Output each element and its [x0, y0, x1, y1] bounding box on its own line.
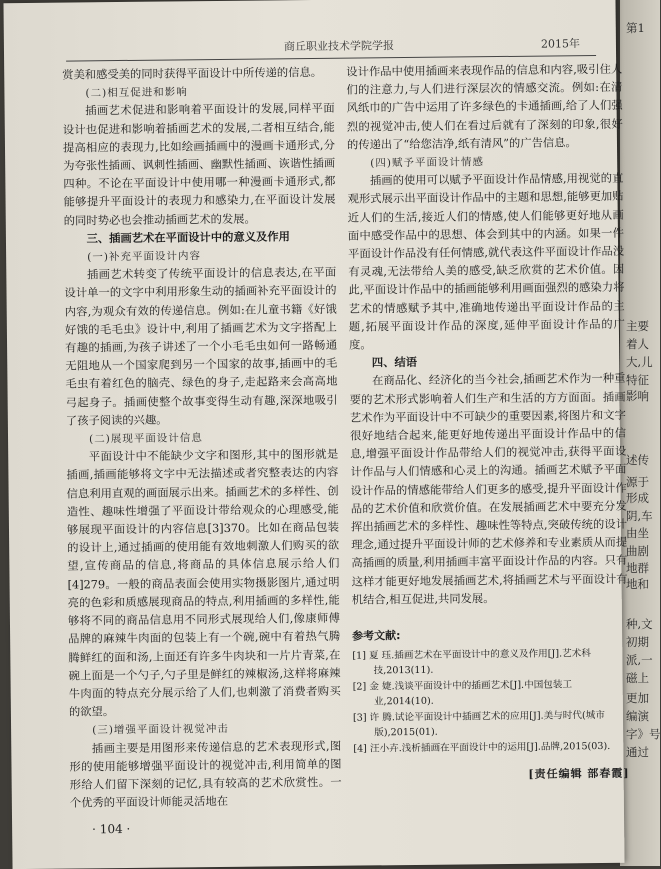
next-page-text-fragment: 通过: [626, 745, 649, 759]
reference-item: [3] 许 腾.试论平面设计中插画艺术的应用[J].美与时代(城市版),2015(01).: [352, 710, 605, 739]
paragraph: 插画的使用可以赋予平面设计作品情感,用视觉的直观形式展示出平面设计作品中的主题和思想,能够更加贴近人们的生活,接近人们的情感,使人们能够更好地从画面中感受作品中的思想、体会到其中的内涵。如果一件平面设计作品没有任何情感,就代表这件平面设计作品没有灵魂,无法带给人美的感受,缺乏欣赏的艺术价值。因此,平面设计作品中的插画能够利用画面强烈的感染力将艺术的情感赋予其中,准确地传递出平面设计作品的主题,拓展平面设计作品的深度,延伸平面设计作品的广度。: [347, 171, 625, 352]
next-page-text-fragment: 更加: [626, 691, 649, 705]
reference-item: [4] 汪小卉.浅析插画在平面设计中的运用[J].品牌,2015(03).: [353, 741, 611, 755]
paragraph: 平面设计中不能缺少文字和图形,其中的图形就是插画,插画能够将文字中无法描述或者究整表达的内容信息利用直观的画面展示出来。插画艺术的多样性、创造性、趣味性增强了平面设计带给观众的心理感受,能够展现平面设计的内容信息[3]370。比如在商品包装的设计上,通过插画的使用能有效地刺激人们购买的欲望,宣传商品的信息,将商品的具体信息展示给人们[4]279。一般的商品表面会使用实物摄影图片,通过明亮的色彩和质感展现商品的特点,利用插画的多样性,能够将不同的商品信息用不同形式展现给人们,像康师傅品牌的麻辣牛肉面的包装上有一个碗,碗中有着热气腾腾鲜红的面和汤,上面还有许多牛肉块和一片片青菜,在碗上面是一个勺子,勺子里是鲜红的辣椒汤,这样将麻辣牛肉面的特点充分展示给了人们,也刺激了消费者购买的欲望。: [66, 448, 341, 719]
next-page-text-fragment: 编演: [626, 709, 649, 723]
next-page-text-fragment: 地群: [626, 561, 649, 575]
reference-item: [1] 夏 珏.插画艺术在平面设计中的意义及作用[J].艺术科技,2013(11).: [352, 648, 591, 677]
next-page-text-fragment: 由坐: [626, 526, 649, 540]
paragraph: 设计作品中使用插画来表现作品的信息和内容,吸引住人们的注意力,与人们进行深层次的情感交流。例如:在清风纸巾的广告中运用了许多绿色的卡通插画,给了人们强烈的视觉冲击,使人们在看过后就有了深刻的印象,很好的传递出了“给您洁净,纸有清风”的广告信息。: [346, 62, 623, 152]
next-page-text-fragment: 着人: [626, 337, 649, 351]
running-header: [66, 33, 598, 57]
next-page-text-fragment: 形成: [626, 491, 649, 505]
next-page-text-fragment: 地和: [626, 577, 649, 591]
section-heading: 四、结语: [371, 356, 418, 370]
reference-list: [352, 647, 629, 757]
subsection-heading: (四)赋予平面设计情感: [370, 156, 485, 170]
header-rule: [66, 55, 596, 62]
reference-item: [2] 金 婕.浅谈平面设计中的插画艺术[J].中国包装工业,2014(10).: [352, 679, 573, 708]
next-page-text-fragment: 主要: [626, 319, 649, 333]
subsection-heading: (二)展现平面设计信息: [89, 432, 203, 446]
references-title: 参考文献:: [352, 629, 401, 643]
next-page-text-fragment: 初期: [626, 635, 649, 649]
paragraph: 在商品化、经济化的当今社会,插画艺术作为一种重要的艺术形式影响着人们生产和生活的方方面面。插画艺术作为平面设计中不可缺少的重要因素,将图片和文字很好地结合起来,能更好地传递出平面设计作品中的信息,增强平面设计作品带给人们的视觉冲击,获得平面设计作品与人们情感和心灵上的沟通。插画艺术赋予平面设计作品的情感能带给人们更多的感受,提升平面设计作品的艺术价值和欣赏价值。在发展插画艺术中要充分发挥出插画艺术的多样性、趣味性等特点,突破传统的设计理念,通过提升平面设计师的艺术修养和专业素质从而提高插画的质量,利用插画丰富平面设计作品的内容。只有这样才能更好地发展插画艺术,将插画艺术与平面设计有机结合,相互促进,共同发展。: [349, 372, 628, 607]
journal-year: 2015年: [540, 37, 581, 51]
subsection-heading: (二)相互促进和影响: [85, 86, 188, 100]
paragraph: 赏美和感受美的同时获得平面设计中所传递的信息。: [62, 65, 323, 82]
section-heading: 三、插画艺术在平面设计中的意义及作用: [86, 230, 290, 246]
next-page-text-fragment: 影响: [626, 389, 649, 403]
paragraph: 插画艺术促进和影响着平面设计的发展,同样平面设计也促进和影响着插画艺术的发展,二者相互结合,能提高相应的表现力,比如绘画插画中的漫画卡通形式,分为夸张性插画、讽刺性插画、幽默性插画、诙谐性插画四种。不论在平面设计中使用哪一种漫画卡通形式,都能够提升平面设计的表现力和感染力,在平面设计发展的同时势必也会推动插画艺术的发展。: [62, 102, 336, 228]
page-number: · 104 ·: [92, 821, 131, 837]
journal-page: [3, 0, 630, 869]
next-page-text-fragment: 述传: [626, 453, 649, 467]
next-page-text-fragment: 曲剧: [626, 544, 649, 558]
right-column: [346, 61, 630, 786]
next-page-text-fragment: 第1: [626, 21, 645, 35]
paragraph: 插画艺术转变了传统平面设计的信息表达,在平面设计单一的文字中利用形象生动的插画补充平面设计的内容,为观众有效的传递信息。例如:在儿童书籍《好饿好饿的毛毛虫》设计中,利用了插画艺术为文字搭配上有趣的插画,为孩子讲述了一个小毛毛虫如何一路畅通无阻地从一个国家爬到另一个国家的故事,插画中的毛毛虫有着红色的脑壳、绿色的身子,走起路来会高高地弓起身子。插画使整个故事变得生动有趣,深深地吸引了孩子阅读的兴趣。: [64, 265, 338, 428]
left-column: [62, 64, 342, 813]
paragraph: 插画主要是用图形来传递信息的艺术表现形式,图形的使用能够增强平面设计的视觉冲击,利用简单的图形给人们留下深刻的记忆,具有较高的艺术欣赏性。一个优秀的平面设计师能灵活地在: [69, 739, 342, 810]
subsection-heading: (一)补充平面设计内容: [87, 250, 202, 264]
next-page-text-fragment: 种,文: [626, 617, 653, 631]
responsible-editor: [责任编辑 部春霞]: [528, 766, 630, 781]
next-page-text-fragment: 磁上: [626, 671, 649, 685]
right-column-body: [346, 61, 628, 610]
next-page-text-fragment: 字》号: [626, 727, 661, 741]
journal-title: 商丘职业技术学院学报: [283, 39, 395, 54]
next-page-text-fragment: 阴,车: [626, 509, 653, 523]
references: [352, 625, 630, 786]
next-page-text-fragment: 源于: [626, 475, 649, 489]
next-page-text-fragment: 大,儿: [626, 355, 653, 369]
next-page-text-fragment: 特征: [626, 373, 649, 387]
subsection-heading: (三)增强平面设计视觉冲击: [92, 723, 229, 737]
next-page-text-fragment: 派,一: [626, 653, 653, 667]
